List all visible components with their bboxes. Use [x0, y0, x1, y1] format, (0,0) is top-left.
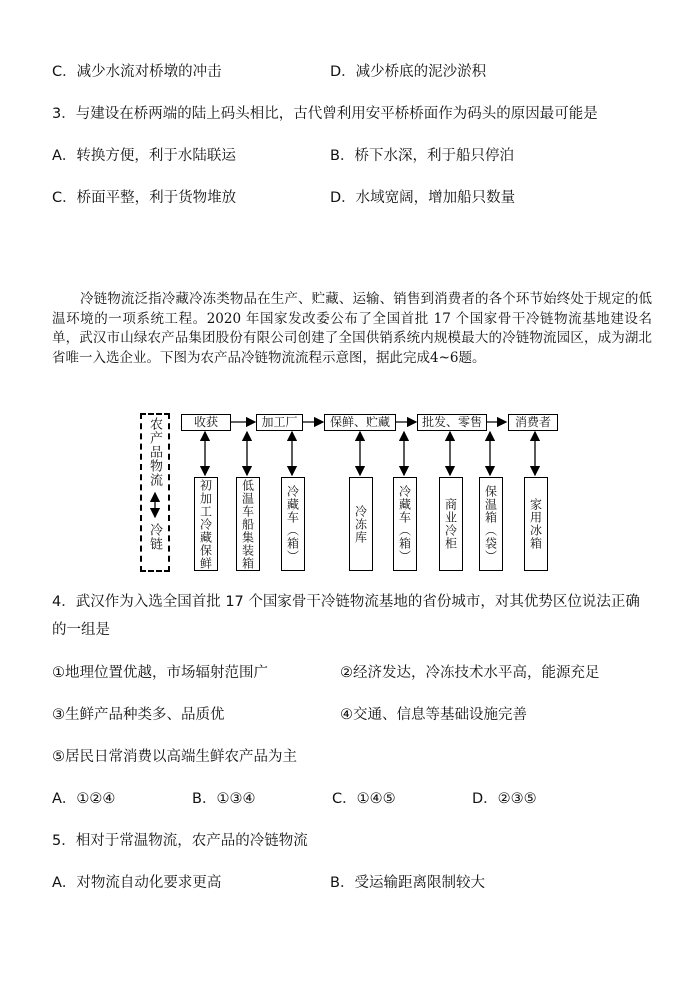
stage-retail: 批发、零售 — [417, 414, 487, 431]
q3-option-d: D．水域宽阔，增加船只数量 — [330, 190, 516, 206]
facility-refrigerated-truck-2: 冷藏车（箱） — [393, 477, 417, 571]
q4-option-b: B．①③④ — [192, 791, 256, 807]
material-passage — [52, 290, 652, 368]
facility-low-temp-vehicles: 低温车船集装箱 — [236, 477, 260, 571]
q3-option-c: C．桥面平整，利于货物堆放 — [52, 190, 237, 206]
q4-item-3: ③生鲜产品种类多、品质优 — [52, 707, 225, 723]
q4-option-d: D．②③⑤ — [472, 791, 537, 807]
facility-commercial-freezer: 商业冷柜 — [439, 477, 463, 571]
facility-primary-processing: 初加工冷藏保鲜 — [194, 477, 218, 571]
q4-item-2: ②经济发达，冷冻技术水平高，能源充足 — [340, 665, 600, 681]
side-label-top: 农产品物流 — [147, 417, 162, 487]
facility-freezer-warehouse: 冷冻库 — [349, 477, 373, 571]
stage-factory: 加工厂 — [256, 414, 303, 431]
q4-option-a: A．①②④ — [52, 791, 116, 807]
q4-stem-line2: 的一组是 — [52, 622, 110, 638]
q2-option-c: C．减少水流对桥墩的冲击 — [52, 64, 222, 80]
side-label-bottom: 冷链 — [147, 523, 162, 551]
q5-stem: 5．相对于常温物流，农产品的冷链物流 — [52, 833, 308, 849]
stage-storage: 保鲜、贮藏 — [324, 414, 396, 431]
passage-text: 冷链物流泛指冷藏冷冻类物品在生产、贮藏、运输、销售到消费者的各个环节始终处于规定的低温环境的一项系统工程。2020 年国家发改委公布了全国首批 17 个国家骨干冷链物流基地建设名单，武汉市山绿农产品集团股份有限公司创建了全国供销系统内规模最大的冷链物流园区，成为湖北省唯一入选企业。下图为农产品冷链物流流程示意图，据此完成4~6题。 — [52, 291, 652, 366]
q3-stem: 3．与建设在桥两端的陆上码头相比，古代曾利用安平桥桥面作为码头的原因最可能是 — [52, 106, 598, 122]
q4-item-1: ①地理位置优越，市场辐射范围广 — [52, 665, 268, 681]
q5-option-b: B．受运输距离限制较大 — [330, 875, 485, 891]
q5-option-a: A．对物流自动化要求更高 — [52, 875, 222, 891]
stage-consumer: 消费者 — [508, 414, 558, 431]
q4-item-5: ⑤居民日常消费以高端生鲜农产品为主 — [52, 749, 297, 765]
q3-option-b: B．桥下水深，利于船只停泊 — [330, 148, 514, 164]
q2-option-d: D．减少桥底的泥沙淤积 — [330, 64, 487, 80]
stage-harvest: 收获 — [181, 414, 231, 431]
q4-stem-line1: 4．武汉作为入选全国首批 17 个国家骨干冷链物流基地的省份城市，对其优势区位说法正确 — [52, 594, 640, 610]
q3-option-a: A．转换方便，利于水陆联运 — [52, 148, 236, 164]
q4-option-c: C．①④⑤ — [332, 791, 396, 807]
cold-chain-flow-diagram — [135, 405, 575, 575]
facility-home-fridge: 家用冰箱 — [524, 477, 548, 571]
facility-insulated-box: 保温箱（袋） — [479, 477, 503, 571]
q4-item-4: ④交通、信息等基础设施完善 — [340, 707, 527, 723]
facility-refrigerated-truck-1: 冷藏车（箱） — [281, 477, 305, 571]
